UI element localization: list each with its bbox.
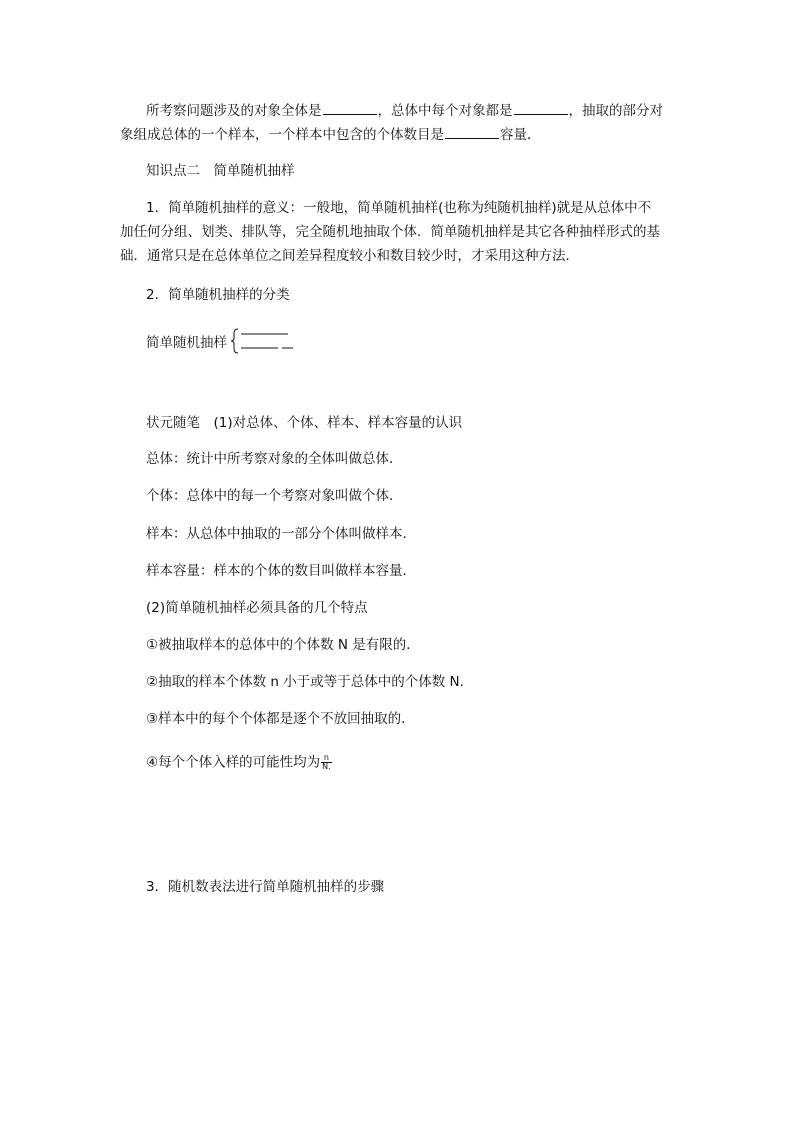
- feature-3: ③样本中的每个个体都是逐个不放回抽取的．: [146, 711, 415, 727]
- feature-4: [146, 754, 332, 771]
- item1-line-1: 1．简单随机抽样的意义：一般地，简单随机抽样(也称为纯随机抽样)就是从总体中不: [146, 200, 652, 216]
- feature-4-text: ④每个个体入样的可能性均为: [146, 754, 321, 771]
- intro-text: ，抽取的部分对: [568, 103, 663, 119]
- fraction: [321, 754, 332, 771]
- item3-title: 3．随机数表法进行简单随机抽样的步骤: [146, 879, 385, 895]
- intro-line-1: [146, 102, 663, 119]
- note-total: 总体：统计中所考察对象的全体叫做总体．: [146, 451, 403, 467]
- note-sample-size: 样本容量：样本的个体的数目叫做样本容量．: [146, 563, 416, 579]
- brace-icon: [230, 327, 300, 355]
- fraction-numerator: n: [321, 754, 332, 763]
- brace-label: 简单随机抽样: [146, 335, 227, 351]
- item1-line-2: 加任何分组、划类、排队等，完全随机地抽取个体．简单随机抽样是其它各种抽样形式的基: [120, 224, 660, 240]
- item1-line-3: 础．通常只是在总体单位之间差异程度较小和数目较少时，才采用这种方法．: [120, 248, 579, 264]
- item2-title: 2．简单随机抽样的分类: [146, 287, 290, 303]
- intro-text: 象组成总体的一个样本，一个样本中包含的个体数目是: [120, 127, 444, 143]
- intro-text: 容量．: [500, 127, 541, 143]
- intro-line-2: [120, 126, 541, 143]
- fill-blank: [323, 102, 377, 115]
- intro-text: ，总体中每个对象都是: [377, 103, 513, 119]
- note-individual: 个体：总体中的每一个考察对象叫做个体．: [146, 488, 403, 504]
- fill-blank: [445, 126, 499, 139]
- note-sample: 样本：从总体中抽取的一部分个体叫做样本．: [146, 526, 416, 542]
- feature-1: ①被抽取样本的总体中的个体数 N 是有限的．: [146, 637, 420, 653]
- fraction-denominator: N.: [322, 762, 331, 771]
- features-title: (2)简单随机抽样必须具备的几个特点: [146, 600, 368, 616]
- section-title: 知识点二 简单随机抽样: [146, 163, 295, 179]
- notes-title: 状元随笔 (1)对总体、个体、样本、样本容量的认识: [146, 415, 463, 431]
- intro-text: 所考察问题涉及的对象全体是: [146, 103, 322, 119]
- feature-2: ②抽取的样本个体数 n 小于或等于总体中的个体数 N.: [146, 674, 464, 690]
- fill-blank: [514, 102, 568, 115]
